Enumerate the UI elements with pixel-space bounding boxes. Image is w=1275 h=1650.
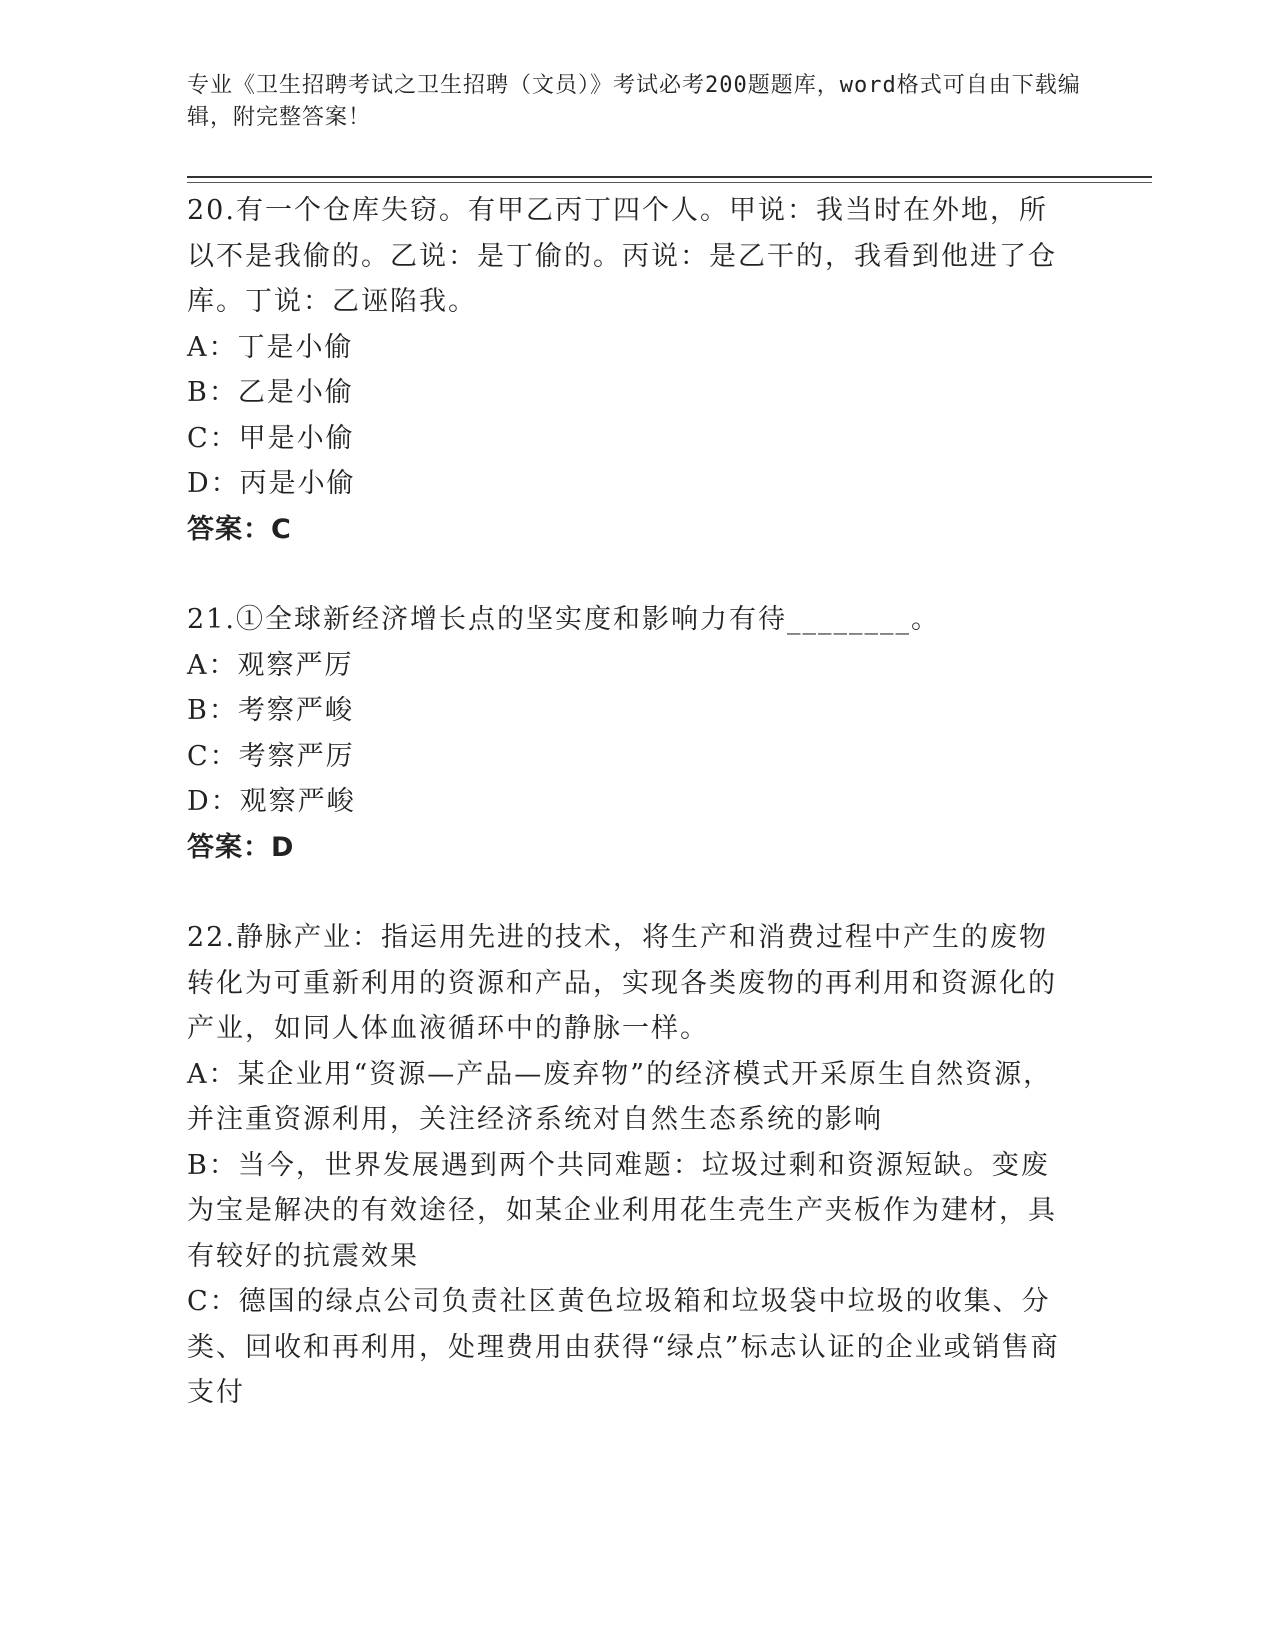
question-list xyxy=(187,188,1067,1416)
header-divider-thick xyxy=(187,176,1152,178)
question-spacer xyxy=(187,552,1067,597)
option-d: D：观察严峻 xyxy=(187,786,356,817)
question-spacer xyxy=(187,870,1067,915)
question-stem: 20.有一个仓库失窃。有甲乙丙丁四个人。甲说：我当时在外地，所以不是我偷的。乙说：是丁偷的。丙说：是乙干的，我看到他进了仓库。丁说：乙诬陷我。 xyxy=(187,195,1057,317)
option-d: D：丙是小偷 xyxy=(187,468,356,499)
option-c: C：考察严厉 xyxy=(187,740,355,772)
question-item xyxy=(187,915,1067,1416)
document-header: 专业《卫生招聘考试之卫生招聘（文员）》考试必考200题题库，word格式可自由下载编辑，附完整答案！ xyxy=(187,73,1081,130)
option-a: A：某企业用“资源—产品—废弃物”的经济模式开采原生自然资源，并注重资源利用，关注经济系统对自然生态系统的影响 xyxy=(187,1058,1053,1135)
option-c: C：德国的绿点公司负责社区黄色垃圾箱和垃圾袋中垃圾的收集、分类、回收和再利用，处理费用由获得“绿点”标志认证的企业或销售商支付 xyxy=(187,1286,1060,1408)
question-item xyxy=(187,188,1067,552)
option-b: B：当今，世界发展遇到两个共同难题：垃圾过剩和资源短缺。变废为宝是解决的有效途径，如某企业利用花生壳生产夹板作为建材，具有较好的抗震效果 xyxy=(187,1149,1057,1272)
option-b: B：考察严峻 xyxy=(187,695,354,726)
question-item xyxy=(187,597,1067,870)
option-a: A：观察严厉 xyxy=(187,649,354,681)
option-b: B：乙是小偷 xyxy=(187,377,354,408)
question-stem: 22.静脉产业：指运用先进的技术，将生产和消费过程中产生的废物转化为可重新利用的资源和产品，实现各类废物的再利用和资源化的产业，如同人体血液循环中的静脉一样。 xyxy=(187,922,1057,1044)
header-divider-thin xyxy=(187,182,1152,183)
answer-line: 答案：C xyxy=(187,513,292,545)
option-c: C：甲是小偷 xyxy=(187,422,355,454)
answer-line: 答案：D xyxy=(187,831,295,863)
question-stem: 21.①全球新经济增长点的坚实度和影响力有待________。 xyxy=(187,604,940,635)
option-a: A：丁是小偷 xyxy=(187,331,354,363)
